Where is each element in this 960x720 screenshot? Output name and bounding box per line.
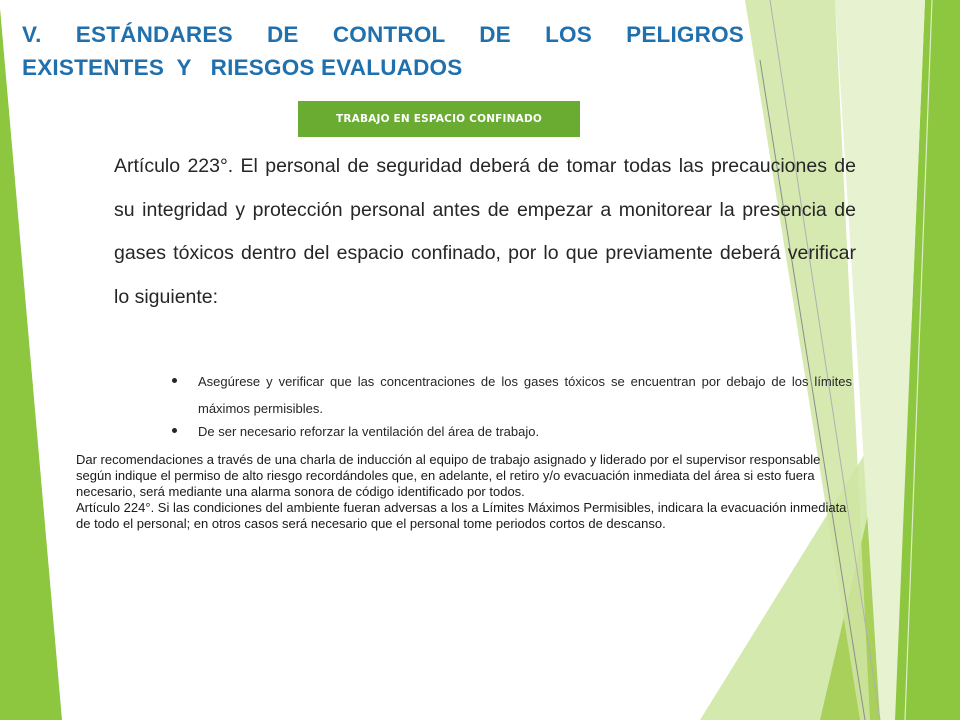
bullet-text: De ser necesario reforzar la ventilación del área de trabajo. xyxy=(198,424,540,439)
recommendations-paragraph: Dar recomendaciones a través de una charla de inducción al equipo de trabajo asignado y liderado por el supervisor responsable según indique el permiso de alto riesgo recordándoles que, en adelante, el retiro y/o evacuación inmediata del área si esto fuera necesario, será mediante una alarma sonora de código identificado por todos. xyxy=(76,452,821,499)
slide-title-line-2 xyxy=(22,55,462,81)
recommendations-block xyxy=(76,452,856,532)
article-224-paragraph: Artículo 224°. Si las condiciones del ambiente fueran adversas a los a Límites Máximos Permisibles, indicara la evacuación inmediata de todo el personal; en otros casos será necesario que el personal tome periodos cortos de descanso. xyxy=(76,499,847,531)
bullet-text: Asegúrese y verificar que las concentraciones de los gases tóxicos se encuentran por debajo de los límites máximos permisibles. xyxy=(198,374,852,416)
slide-title-line-1: V. ESTÁNDARES DE CONTROL DE LOS PELIGROS xyxy=(22,22,744,47)
slide-title-line-2-text: EXISTENTES Y RIESGOS EVALUADOS xyxy=(22,55,463,80)
bullet-item xyxy=(170,419,852,445)
section-badge: TRABAJO EN ESPACIO CONFINADO xyxy=(298,101,580,137)
article-223-paragraph: Artículo 223°. El personal de seguridad deberá de tomar todas las precauciones de su integridad y protección personal antes de empezar a monitorear la presencia de gases tóxicos dentro del espacio confinado, por lo que previamente deberá verificar lo siguiente: xyxy=(114,155,856,308)
bullet-item xyxy=(170,369,852,422)
bullet-list xyxy=(170,369,852,445)
bullet-dot-icon xyxy=(172,378,177,383)
bullet-dot-icon xyxy=(172,428,177,433)
